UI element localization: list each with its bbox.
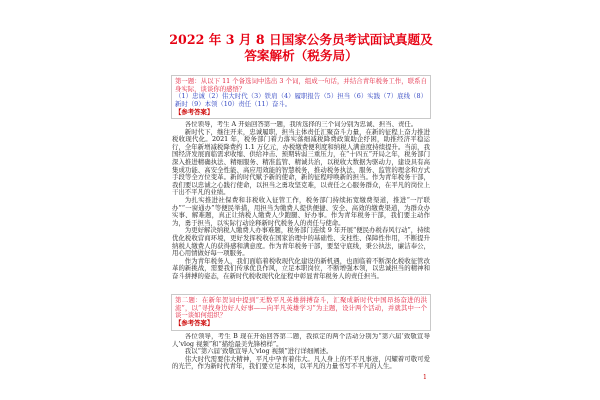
answer-paragraph: 为扎实推进社保费和非税收入征管工作，税务部门持续拓宽缴费渠道，推进“一厅联办”“一窗通办”等便民举措，用担当为缴费人提供便捷、安全、高效的缴费渠道，为群众办实事、解难题，真正让纳税人缴费人少跑腿、好办事。作为青年税务干部，我们要主动作为，勇于担当，以实际行动诠释新时代税务人的责任与使命。 [172, 195, 430, 227]
question-prompt: 第一题：从以下 11 个备选词中选出 3 个词，组成一句话，并结合青年税务工作，联系自身实际，谈谈你的感悟？ [175, 77, 427, 93]
title-line: 答案解析（税务局） [244, 48, 358, 63]
answer-body-2 [172, 333, 430, 372]
answer-label: 【参考答案】 [175, 107, 214, 116]
answer-paragraph: 为更好解决纳税人缴费人办事难题，税务部门连续 9 年开展“便民办税春风行动”，持续优化税收营商环境，更好发挥税收在国家治理中的基础性、支柱性、保障性作用，不断提升纳税人缴费人的获得感和满意度。作为青年税务干部，要坚守底线，秉公执法，廉洁奉公，用心用情做好每一项服务。 [172, 226, 430, 258]
answer-paragraph: 各位领导，考生 A 开始回答第一题，我所选择的三个词分别为忠诚、担当、责任。 [184, 121, 418, 128]
answer-paragraph: 作为青年税务人，我们面临着税收现代化建设的新机遇，也面临着不断深化税收征管改革的新挑战，需要我们传承优良作风，立足本职岗位，不断增强本领，以忠诚担当的精神和奋斗拼搏的姿态，在新时代税收现代化征程中彰显青年税务人的责任担当。 [172, 256, 430, 280]
answer-paragraph: 我以“第六届‘致敬宣导人’vlog 视频”进行详细阐述。 [184, 347, 333, 356]
answer-paragraph: 伟大时代需要伟大精神，平凡中孕育着伟大。凡人身上的不平凡事迹，闪耀着可敬可爱的光芒，作为新时代青年，我们要立足本岗，以平凡的力量书写不平凡的人生。 [172, 354, 430, 371]
document-title [160, 32, 442, 64]
page-number: 1 [423, 374, 427, 381]
answer-paragraph: 各位领导，考生 B 现在开始回答第二题，我拟定的两个活动分别为“第六届‘致敬宣导人’vlog 视频”和“描绘最美先锋榜样”。 [172, 333, 430, 348]
question-prompt: 第二题：在新年贺词中提到“无数平凡英雄拼搏奋斗，汇聚成新时代中国昂扬奋进的洪流”，以“寻找身边好人好事——向平凡英雄学习”为主题，设计两个活动，并就其中一个谈一谈如何组织？ [175, 296, 427, 320]
title-line: 2022 年 3 月 8 日国家公务员考试面试真题及 [169, 32, 433, 47]
question-options: （1）忠诚（2）伟大时代（3）铁肩（4）履职报告（5）担当（6）实践（7）底线（8）新时（9）本领（10）责任（11）奋斗。 [175, 92, 427, 108]
question-box-1 [171, 75, 431, 119]
answer-label: 【参考答案】 [175, 319, 214, 328]
question-box-2 [171, 294, 431, 331]
answer-paragraph: 新时代下，继往开来，忠诚履职，担当主体责任汇聚奋斗力量，在新的征程上奋力推进税收现代化。2021 年，税务部门着力落实落细减税降费政策助企纾困，助推经济平稳运行，全年新增减税降费约 1.1 万亿元，办税缴费便利度和纳税人满意度持续提升。当前，我国经济发展面临需求收缩、供给冲击、预期转弱三重压力，在“十四五”开局之年，税务部门深入推进精确执法、精细服务、精准监管、精诚共治，以税收大数据为驱动力，建设具有高集成功能、高安全性能、高应用效能的智慧税务，推动税务执法、服务、监管的理念和方式手段等全方位变革。新的时代赋予新的使命，新的征程呼唤新的担当。作为青年税务干部，我们要以忠诚之心践行使命，以担当之勇攻坚克难，以责任之心服务群众，在平凡的岗位上干出不平凡的业绩。 [172, 127, 430, 197]
answer-body-1 [172, 121, 430, 292]
